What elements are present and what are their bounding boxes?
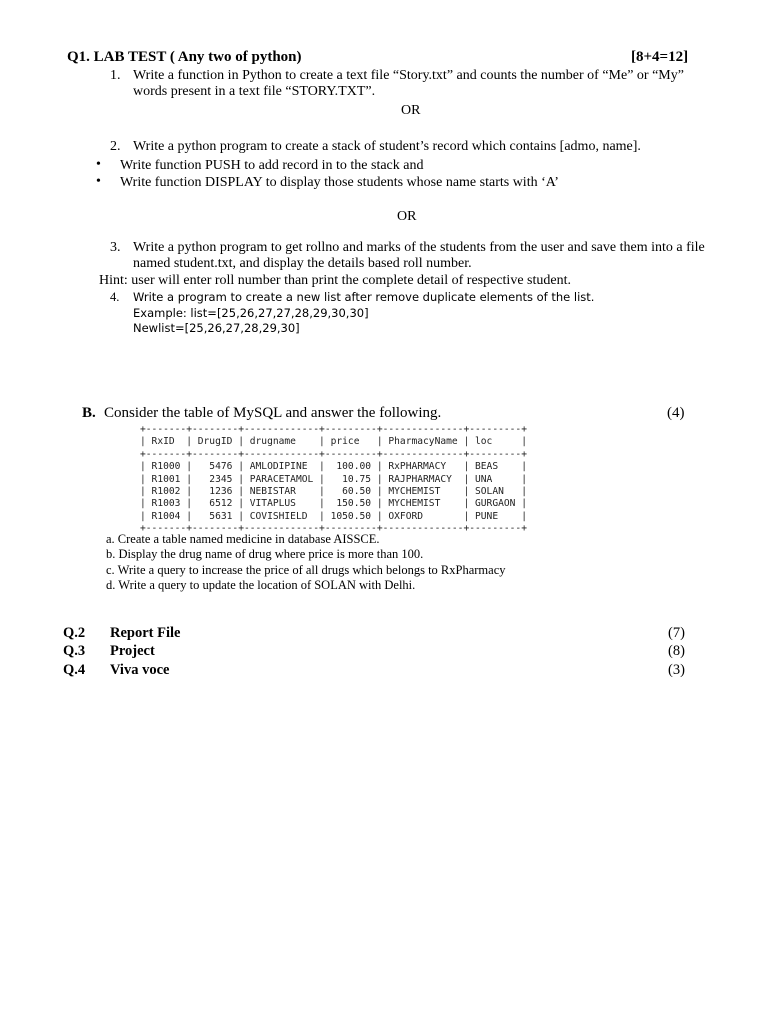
question-b: b. Display the drug name of drug where price is more than 100.	[106, 547, 424, 561]
item3-line1: Write a python program to get rollno and marks of the students from the user and save them into a file	[133, 240, 705, 255]
item1-line2: words present in a text file “STORY.TXT”.	[133, 84, 376, 99]
item4-example: Example: list=[25,26,27,27,28,29,30,30]	[133, 306, 369, 320]
q2-marks: (7)	[668, 625, 685, 641]
q3-marks: (8)	[668, 643, 685, 659]
item1-number: 1.	[110, 68, 121, 83]
item2-number: 2.	[110, 139, 121, 154]
bullet-icon: •	[96, 174, 101, 189]
item3-number: 3.	[110, 240, 121, 255]
q1-title: Q1. LAB TEST ( Any two of python)	[67, 49, 302, 65]
question-a: a. Create a table named medicine in database AISSCE.	[106, 532, 380, 546]
item2-line1: Write a python program to create a stack of student’s record which contains [admo, name].	[133, 139, 641, 154]
bullet1-text: Write function PUSH to add record in to the stack and	[120, 158, 424, 173]
part-b-marks: (4)	[667, 405, 685, 421]
q3-title: Project	[110, 643, 155, 659]
hint-text: Hint: user will enter roll number than print the complete detail of respective student.	[99, 273, 571, 288]
question-c: c. Write a query to increase the price of all drugs which belongs to RxPharmacy	[106, 563, 506, 577]
q4-title: Viva voce	[110, 662, 170, 678]
part-b-label: B.	[82, 405, 96, 421]
or-separator-1: OR	[401, 103, 421, 118]
item3-line2: named student.txt, and display the details based roll number.	[133, 256, 472, 271]
q1-marks: [8+4=12]	[631, 49, 689, 65]
q4-number: Q.4	[63, 662, 86, 678]
q4-marks: (3)	[668, 662, 685, 678]
q2-number: Q.2	[63, 625, 86, 641]
part-b-text: Consider the table of MySQL and answer the following.	[104, 405, 442, 421]
item4-line1: Write a program to create a new list after remove duplicate elements of the list.	[133, 290, 595, 304]
item4-newlist: Newlist=[25,26,27,28,29,30]	[133, 321, 300, 335]
q2-title: Report File	[110, 625, 181, 641]
bullet2-text: Write function DISPLAY to display those students whose name starts with ‘A’	[120, 175, 559, 190]
mysql-table-image: +-------+--------+-------------+---------+--------------+---------+ | RxID | DrugID | drugname | price | PharmacyName | loc | +-------+--------+-------------+---------+--------------+---------+ | R1000 | 5476 | AMLODIPINE | 100.00 | RxPHARMACY | BEAS | | R1001 | 2345 | PARACETAMOL | 10.75 | RAJPHARMACY | UNA | | R1002 | 1236 | NEBISTAR | 60.50 | MYCHEMIST | SOLAN | | R1003 | 6512 | VITAPLUS | 150.50 | MYCHEMIST | GURGAON | | R1004 | 5631 | COVISHIELD | 1050.50 | OXFORD | PUNE | +-------+--------+-------------+---------+--------------+---------+	[140, 424, 527, 535]
item4-number: 4.	[110, 290, 120, 304]
or-separator-2: OR	[397, 209, 417, 224]
question-d: d. Write a query to update the location of SOLAN with Delhi.	[106, 578, 416, 592]
item1-line1: Write a function in Python to create a text file “Story.txt” and counts the number of “Me” or “My”	[133, 68, 684, 83]
q3-number: Q.3	[63, 643, 86, 659]
bullet-icon: •	[96, 157, 101, 172]
